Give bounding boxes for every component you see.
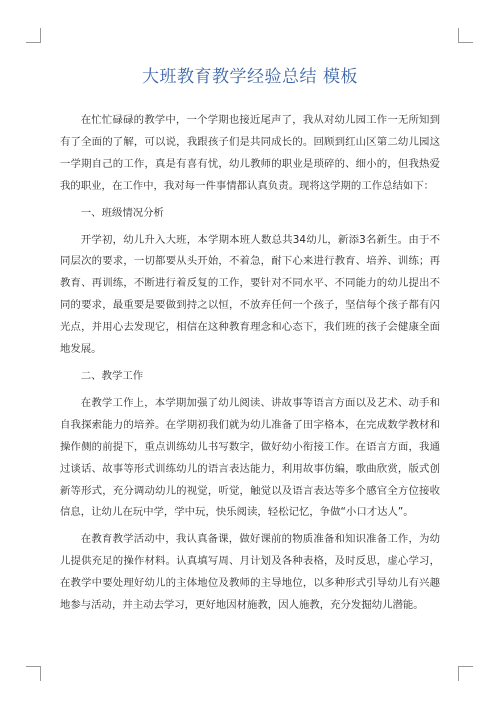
crop-mark-bottom-right <box>458 666 473 681</box>
document-body <box>60 110 440 622</box>
crop-mark-bottom-left <box>26 666 41 681</box>
document-title: 大班教育教学经验总结 模板 <box>142 67 358 87</box>
teaching-activities-paragraph: 在教育教学活动中，我认真备课，做好课前的物质准备和知识准备工作，为幼儿提供充足的操作材料。认真填写周、月计划及各种表格，及时反思，虚心学习，在教学中要处理好幼儿的主体地位及教师的主导地位，以多种形式引导幼儿有兴趣地参与活动，并主动去学习，更好地因材施教，因人施教，充分发掘幼儿潜能。 <box>60 533 440 612</box>
crop-mark-top-left <box>26 28 41 43</box>
crop-mark-top-right <box>458 28 473 43</box>
intro-paragraph: 在忙忙碌碌的教学中，一个学期也接近尾声了，我从对幼儿园工作一无所知到有了全面的了解，可以说，我跟孩子们是共同成长的。回顾到红山区第二幼儿园这一学期自己的工作，真是有喜有忧，幼儿教师的职业是琐碎的、细小的，但我热爱我的职业，在工作中，我对每一件事情都认真负责。现将这学期的工作总结如下： <box>60 114 440 192</box>
class-analysis-paragraph: 开学初，幼儿升入大班，本学期本班人数总共34幼儿，新添3名新生。由于不同层次的要求，一切都要从头开始，不着急，耐下心来进行教育、培养、训练；再教育、再训练，不断进行着反复的工作，要针对不同水平、不同能力的幼儿提出不同的要求，最重要是要做到持之以恒，不放弃任何一个孩子，坚信每个孩子都有闪光点，并用心去发现它，相信在这种教育理念和心态下，我们班的孩子会健康全面地发展。 <box>60 233 440 356</box>
section-heading-teaching-work: 二、教学工作 <box>80 369 144 382</box>
teaching-work-paragraph: 在教学工作上，本学期加强了幼儿阅读、讲故事等语言方面以及艺术、动手和自我探索能力的培养。在学期初我们就为幼儿准备了田字格本，在完成数学教材和操作侧的前提下，重点训练幼儿书写数字，做好幼小衔接工作。在语言方面，我通过谈话、故事等形式训练幼儿的语言表达能力，利用故事仿编，歌曲欣赏，版式创新等形式，充分调动幼儿的视觉，听觉，触觉以及语言表达等多个感官全方位接收信息，让幼儿在玩中学，学中玩，快乐阅读，轻松记忆，争做“小口才达人”。 <box>60 396 440 519</box>
section-heading-class-analysis: 一、班级情况分析 <box>80 206 164 219</box>
